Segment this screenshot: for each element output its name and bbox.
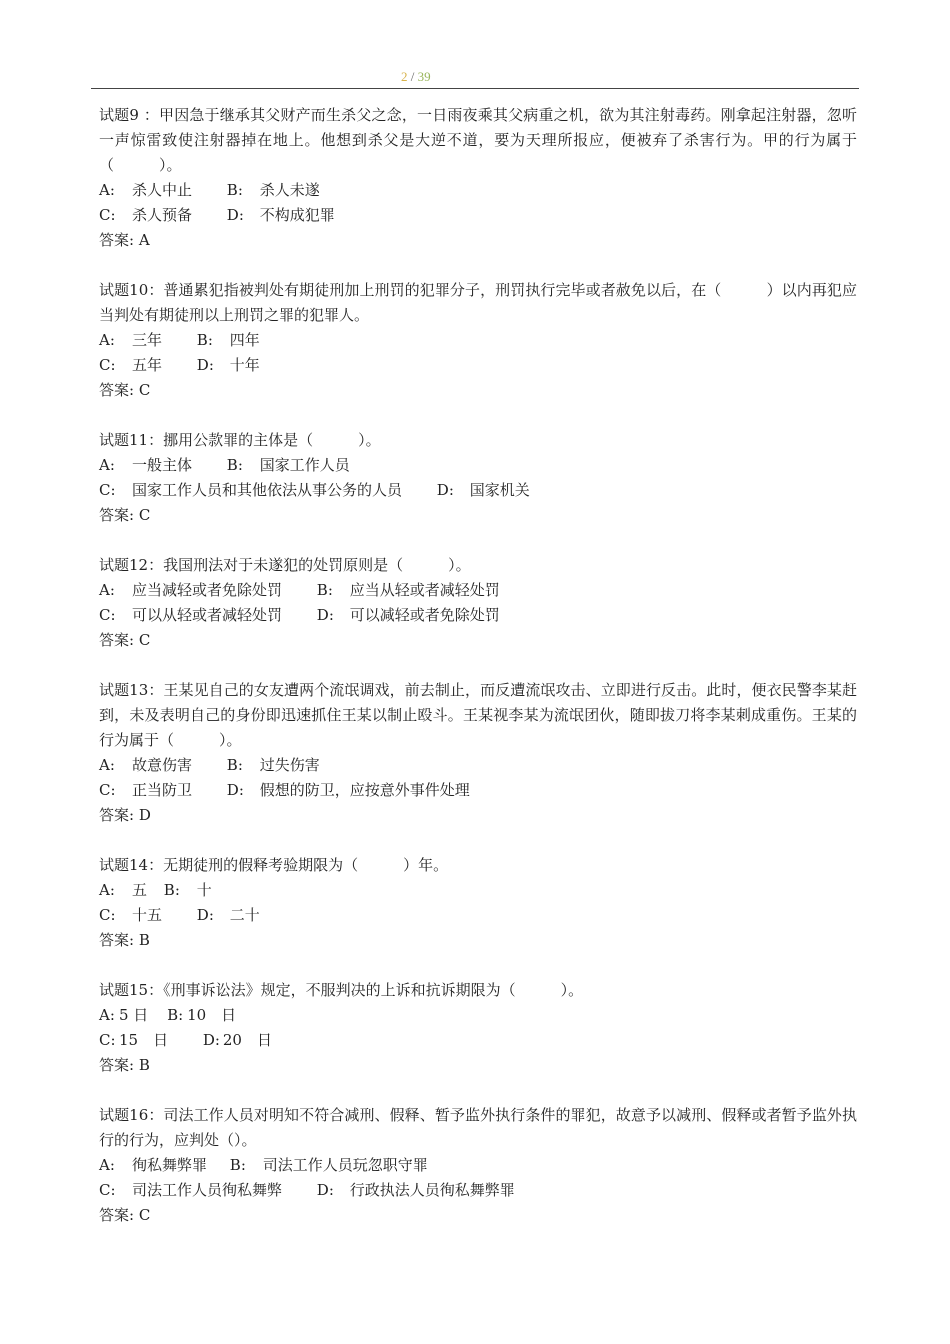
- question-text: 试题14：无期徒刑的假释考验期限为（ ）年。: [99, 856, 449, 874]
- option-a: [99, 753, 192, 778]
- options-row: [99, 178, 857, 203]
- option-letter: A:: [99, 881, 115, 899]
- question-9: [99, 103, 857, 253]
- answer: 答案: D: [99, 806, 151, 824]
- option-letter: A:: [99, 1006, 115, 1024]
- option-letter: C:: [99, 781, 116, 799]
- option-letter: D:: [196, 906, 214, 924]
- option-value: 杀人未遂: [259, 181, 320, 199]
- question-16: [99, 1103, 857, 1228]
- option-b: [230, 1153, 428, 1178]
- option-a: [99, 878, 147, 903]
- option-b: [317, 578, 500, 603]
- options-row: [99, 1003, 857, 1028]
- option-value: 可以减轻或者免除处罚: [349, 606, 500, 624]
- option-b: [167, 1003, 236, 1028]
- option-letter: D:: [436, 481, 454, 499]
- option-value: 杀人预备: [132, 206, 193, 224]
- option-value: 可以从轻或者减轻处罚: [132, 606, 283, 624]
- option-b: [164, 878, 212, 903]
- option-d: [197, 353, 260, 378]
- option-letter: C:: [99, 606, 116, 624]
- option-d: [317, 603, 500, 628]
- option-letter: A:: [99, 756, 115, 774]
- option-value: 司法工作人员徇私舞弊: [132, 1181, 283, 1199]
- options-row: [99, 878, 857, 903]
- option-value: 四年: [229, 331, 260, 349]
- option-letter: B:: [226, 181, 243, 199]
- question-11: [99, 428, 857, 528]
- page-separator: /: [407, 69, 418, 84]
- option-a: [99, 453, 192, 478]
- option-b: [197, 328, 260, 353]
- options-row: [99, 453, 857, 478]
- option-d: [227, 778, 470, 803]
- answer: 答案: C: [99, 381, 151, 399]
- option-a: [99, 1153, 207, 1178]
- option-letter: C:: [99, 1031, 116, 1049]
- options-row: [99, 753, 857, 778]
- question-text: 试题12：我国刑法对于未遂犯的处罚原则是（ ）。: [99, 556, 471, 574]
- options-row: [99, 578, 857, 603]
- option-value: 三年: [132, 331, 163, 349]
- option-value: 十年: [229, 356, 260, 374]
- option-letter: C:: [99, 906, 116, 924]
- option-value: 10 日: [187, 1006, 237, 1024]
- page-total: 39: [417, 69, 431, 84]
- option-c: [99, 903, 162, 928]
- answer: 答案: B: [99, 931, 150, 949]
- option-letter: B:: [226, 456, 243, 474]
- option-letter: D:: [202, 1031, 220, 1049]
- page-current: 2: [401, 69, 408, 84]
- option-value: 行政执法人员徇私舞弊罪: [349, 1181, 515, 1199]
- option-letter: A:: [99, 1156, 115, 1174]
- option-value: 不构成犯罪: [259, 206, 335, 224]
- option-value: 十: [196, 881, 212, 899]
- question-text: 试题9 ：甲因急于继承其父财产而生杀父之念，一日雨夜乘其父病重之机，欲为其注射毒药。刚拿起注射器，忽听一声惊雷致使注射器掉在地上。他想到杀父是大逆不道，要为天理所报应，便被弃了杀害行为。甲的行为属于（ ）。: [99, 106, 857, 174]
- option-letter: C:: [99, 1181, 116, 1199]
- option-b: [227, 753, 320, 778]
- option-letter: D:: [226, 781, 244, 799]
- option-letter: D:: [316, 606, 334, 624]
- option-value: 应当减轻或者免除处罚: [132, 581, 283, 599]
- option-value: 五: [132, 881, 148, 899]
- option-value: 国家工作人员: [259, 456, 350, 474]
- option-value: 正当防卫: [132, 781, 193, 799]
- question-text: 试题15：《刑事诉讼法》规定，不服判决的上诉和抗诉期限为（ ）。: [99, 981, 584, 999]
- option-letter: C:: [99, 481, 116, 499]
- option-c: [99, 603, 282, 628]
- option-letter: B:: [163, 881, 180, 899]
- option-d: [203, 1028, 272, 1053]
- option-value: 五年: [132, 356, 163, 374]
- option-value: 20 日: [222, 1031, 272, 1049]
- question-10: [99, 278, 857, 403]
- option-c: [99, 778, 192, 803]
- option-c: [99, 353, 162, 378]
- question-12: [99, 553, 857, 653]
- option-value: 徇私舞弊罪: [132, 1156, 208, 1174]
- option-value: 过失伤害: [259, 756, 320, 774]
- option-letter: A:: [99, 456, 115, 474]
- page-header: [91, 66, 859, 89]
- option-value: 国家机关: [469, 481, 530, 499]
- option-value: 十五: [132, 906, 163, 924]
- option-letter: B:: [196, 331, 213, 349]
- option-letter: B:: [226, 756, 243, 774]
- option-a: [99, 178, 192, 203]
- option-value: 二十: [229, 906, 260, 924]
- page-number: [401, 69, 431, 85]
- option-d: [227, 203, 335, 228]
- question-13: [99, 678, 857, 828]
- answer: 答案: C: [99, 506, 151, 524]
- question-15: [99, 978, 857, 1078]
- option-value: 一般主体: [132, 456, 193, 474]
- options-row: [99, 203, 857, 228]
- option-d: [197, 903, 260, 928]
- option-c: [99, 203, 192, 228]
- options-row: [99, 1178, 857, 1203]
- options-row: [99, 903, 857, 928]
- option-c: [99, 1028, 168, 1053]
- question-14: [99, 853, 857, 953]
- options-row: [99, 478, 857, 503]
- question-text: 试题13：王某见自己的女友遭两个流氓调戏，前去制止，而反遭流氓攻击、立即进行反击。此时，便衣民警李某赶到，未及表明自己的身份即迅速抓住王某以制止殴斗。王某视李某为流氓团伙，随即拔刀将李某刺成重伤。王某的行为属于（ ）。: [99, 681, 857, 749]
- option-letter: B:: [167, 1006, 184, 1024]
- option-b: [227, 453, 350, 478]
- question-text: 试题11：挪用公款罪的主体是（ ）。: [99, 431, 381, 449]
- question-list: [99, 103, 857, 1253]
- option-letter: B:: [316, 581, 333, 599]
- option-a: [99, 578, 282, 603]
- answer: 答案: B: [99, 1056, 150, 1074]
- option-letter: A:: [99, 331, 115, 349]
- option-value: 5 日: [119, 1006, 149, 1024]
- option-b: [227, 178, 320, 203]
- answer: 答案: C: [99, 631, 151, 649]
- option-letter: B:: [229, 1156, 246, 1174]
- options-row: [99, 1153, 857, 1178]
- question-text: 试题10：普通累犯指被判处有期徒刑加上刑罚的犯罪分子，刑罚执行完毕或者赦免以后，在（ ）以内再犯应当判处有期徒刑以上刑罚之罪的犯罪人。: [99, 281, 857, 324]
- option-value: 应当从轻或者减轻处罚: [349, 581, 500, 599]
- option-letter: C:: [99, 206, 116, 224]
- option-value: 假想的防卫，应按意外事件处理: [259, 781, 470, 799]
- option-value: 故意伤害: [132, 756, 193, 774]
- option-letter: C:: [99, 356, 116, 374]
- options-row: [99, 328, 857, 353]
- option-letter: A:: [99, 181, 115, 199]
- options-row: [99, 353, 857, 378]
- option-d: [317, 1178, 515, 1203]
- option-a: [99, 328, 162, 353]
- options-row: [99, 778, 857, 803]
- option-d: [437, 478, 530, 503]
- option-value: 司法工作人员玩忽职守罪: [262, 1156, 428, 1174]
- options-row: [99, 1028, 857, 1053]
- option-c: [99, 478, 402, 503]
- option-value: 杀人中止: [132, 181, 193, 199]
- option-letter: D:: [196, 356, 214, 374]
- option-value: 15 日: [119, 1031, 169, 1049]
- answer: 答案: A: [99, 231, 150, 249]
- answer: 答案: C: [99, 1206, 151, 1224]
- option-letter: D:: [226, 206, 244, 224]
- options-row: [99, 603, 857, 628]
- option-c: [99, 1178, 282, 1203]
- option-letter: D:: [316, 1181, 334, 1199]
- option-value: 国家工作人员和其他依法从事公务的人员: [132, 481, 403, 499]
- option-letter: A:: [99, 581, 115, 599]
- option-a: [99, 1003, 148, 1028]
- question-text: 试题16：司法工作人员对明知不符合减刑、假释、暂予监外执行条件的罪犯，故意予以减刑、假释或者暂予监外执行的行为，应判处（）。: [99, 1106, 857, 1149]
